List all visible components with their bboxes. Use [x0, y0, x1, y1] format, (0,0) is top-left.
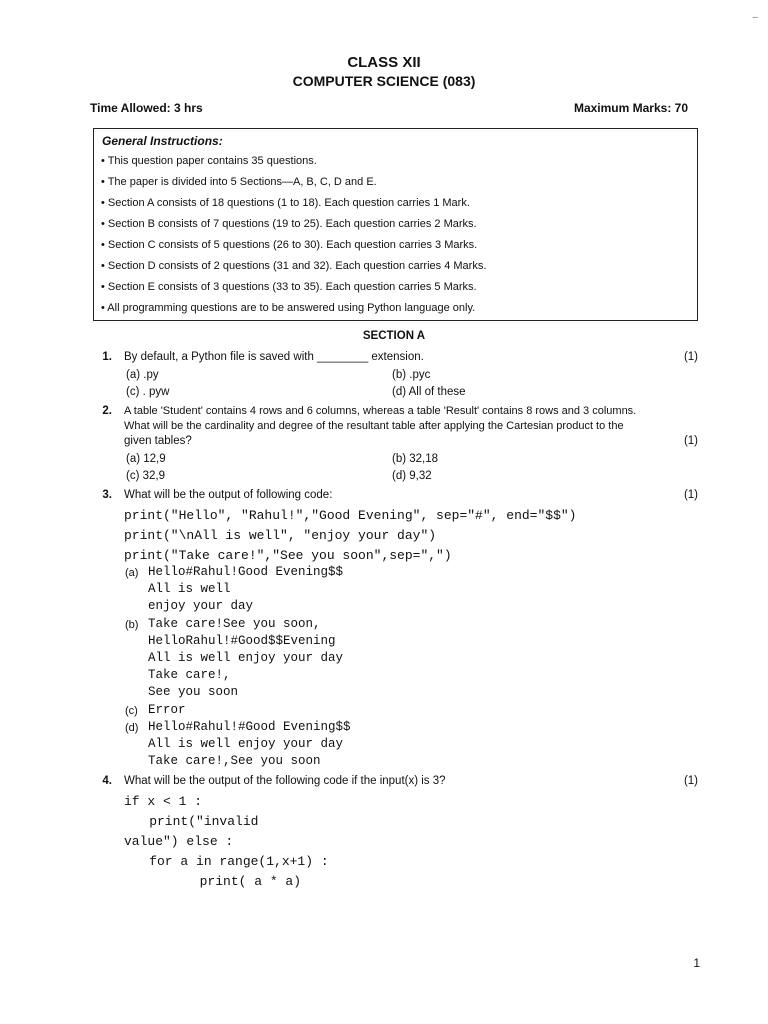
question-marks: (1) — [683, 489, 698, 501]
code-line: if x < 1 : — [124, 794, 203, 809]
option-d: (d) All of these — [392, 386, 466, 398]
option-b: (b) 32,18 — [392, 453, 439, 465]
question-text-line: What will be the cardinality and degree of the resultant table after applying the Cartesian product to the — [124, 420, 624, 432]
page-number: 1 — [693, 956, 700, 970]
instruction-item: • This question paper contains 35 questions. — [101, 155, 317, 167]
question-text: By default, a Python file is saved with ________ extension. — [124, 351, 424, 363]
question-number: 4. — [102, 775, 112, 787]
option-a-line: enjoy your day — [148, 599, 254, 613]
question-text: What will be the output of the following code if the input(x) is 3? — [124, 775, 446, 787]
corner-mark: – — [752, 12, 758, 23]
option-c-label: (c) — [125, 705, 138, 717]
code-line: print( a * a) — [106, 874, 302, 889]
question-marks: (1) — [683, 435, 698, 447]
option-b-line: All is well enjoy your day — [148, 651, 344, 665]
option-a-label: (a) — [125, 567, 139, 579]
option-d: (d) 9,32 — [392, 470, 432, 482]
option-d-label: (d) — [125, 722, 139, 734]
option-d-line: Hello#Rahul!#Good Evening$$ — [148, 720, 351, 734]
question-number: 2. — [102, 405, 112, 417]
option-b-line: HelloRahul!#Good$$Evening — [148, 634, 336, 648]
option-c: (c) 32,9 — [126, 470, 165, 482]
instruction-item: • Section D consists of 2 questions (31 and 32). Each question carries 4 Marks. — [101, 260, 487, 272]
option-d-line: All is well enjoy your day — [148, 737, 344, 751]
option-a-line: Hello#Rahul!Good Evening$$ — [148, 565, 344, 579]
instruction-item: • All programming questions are to be answered using Python language only. — [101, 302, 476, 314]
question-marks: (1) — [683, 775, 698, 787]
option-b-line: Take care!See you soon, — [148, 617, 321, 631]
option-b-label: (b) — [125, 619, 139, 631]
option-a: (a) .py — [126, 369, 159, 381]
option-b-line: Take care!, — [148, 668, 231, 682]
option-a: (a) 12,9 — [126, 453, 166, 465]
instruction-item: • Section A consists of 18 questions (1 to 18). Each question carries 1 Mark. — [101, 197, 470, 209]
instructions-title: General Instructions: — [102, 134, 223, 148]
maximum-marks: Maximum Marks: 70 — [573, 101, 688, 115]
class-title: CLASS XII — [347, 54, 421, 71]
time-allowed: Time Allowed: 3 hrs — [90, 101, 203, 115]
option-c: (c) . pyw — [126, 386, 170, 398]
option-b: (b) .pyc — [392, 369, 431, 381]
option-c-line: Error — [148, 703, 186, 717]
question-text: What will be the output of following code: — [124, 489, 333, 501]
code-line: for a in range(1,x+1) : — [118, 854, 329, 869]
option-b-line: See you soon — [148, 685, 239, 699]
code-line: print("\nAll is well", "enjoy your day") — [124, 528, 437, 543]
code-line: value") else : — [124, 834, 234, 849]
code-line: print("invalid — [118, 814, 259, 829]
section-title: SECTION A — [362, 330, 426, 342]
question-text-line: A table 'Student' contains 4 rows and 6 columns, whereas a table 'Result' contains 8 rows and 3 columns. — [124, 405, 637, 417]
question-number: 3. — [102, 489, 112, 501]
option-d-line: Take care!,See you soon — [148, 754, 321, 768]
instruction-item: • Section E consists of 3 questions (33 to 35). Each question carries 5 Marks. — [101, 281, 477, 293]
instruction-item: • Section C consists of 5 questions (26 to 30). Each question carries 3 Marks. — [101, 239, 478, 251]
subject-title: COMPUTER SCIENCE (083) — [292, 73, 476, 89]
instruction-item: • The paper is divided into 5 Sections—A, B, C, D and E. — [101, 176, 377, 188]
question-marks: (1) — [683, 351, 698, 363]
question-text-line: given tables? — [124, 435, 192, 447]
instruction-item: • Section B consists of 7 questions (19 to 25). Each question carries 2 Marks. — [101, 218, 477, 230]
instructions-list — [101, 154, 486, 322]
code-line: print("Hello", "Rahul!","Good Evening", sep="#", end="$$") — [124, 508, 577, 523]
option-a-line: All is well — [148, 582, 231, 596]
question-number: 1. — [102, 351, 112, 363]
code-line: print("Take care!","See you soon",sep=",") — [124, 548, 452, 563]
general-instructions-box — [93, 128, 698, 321]
